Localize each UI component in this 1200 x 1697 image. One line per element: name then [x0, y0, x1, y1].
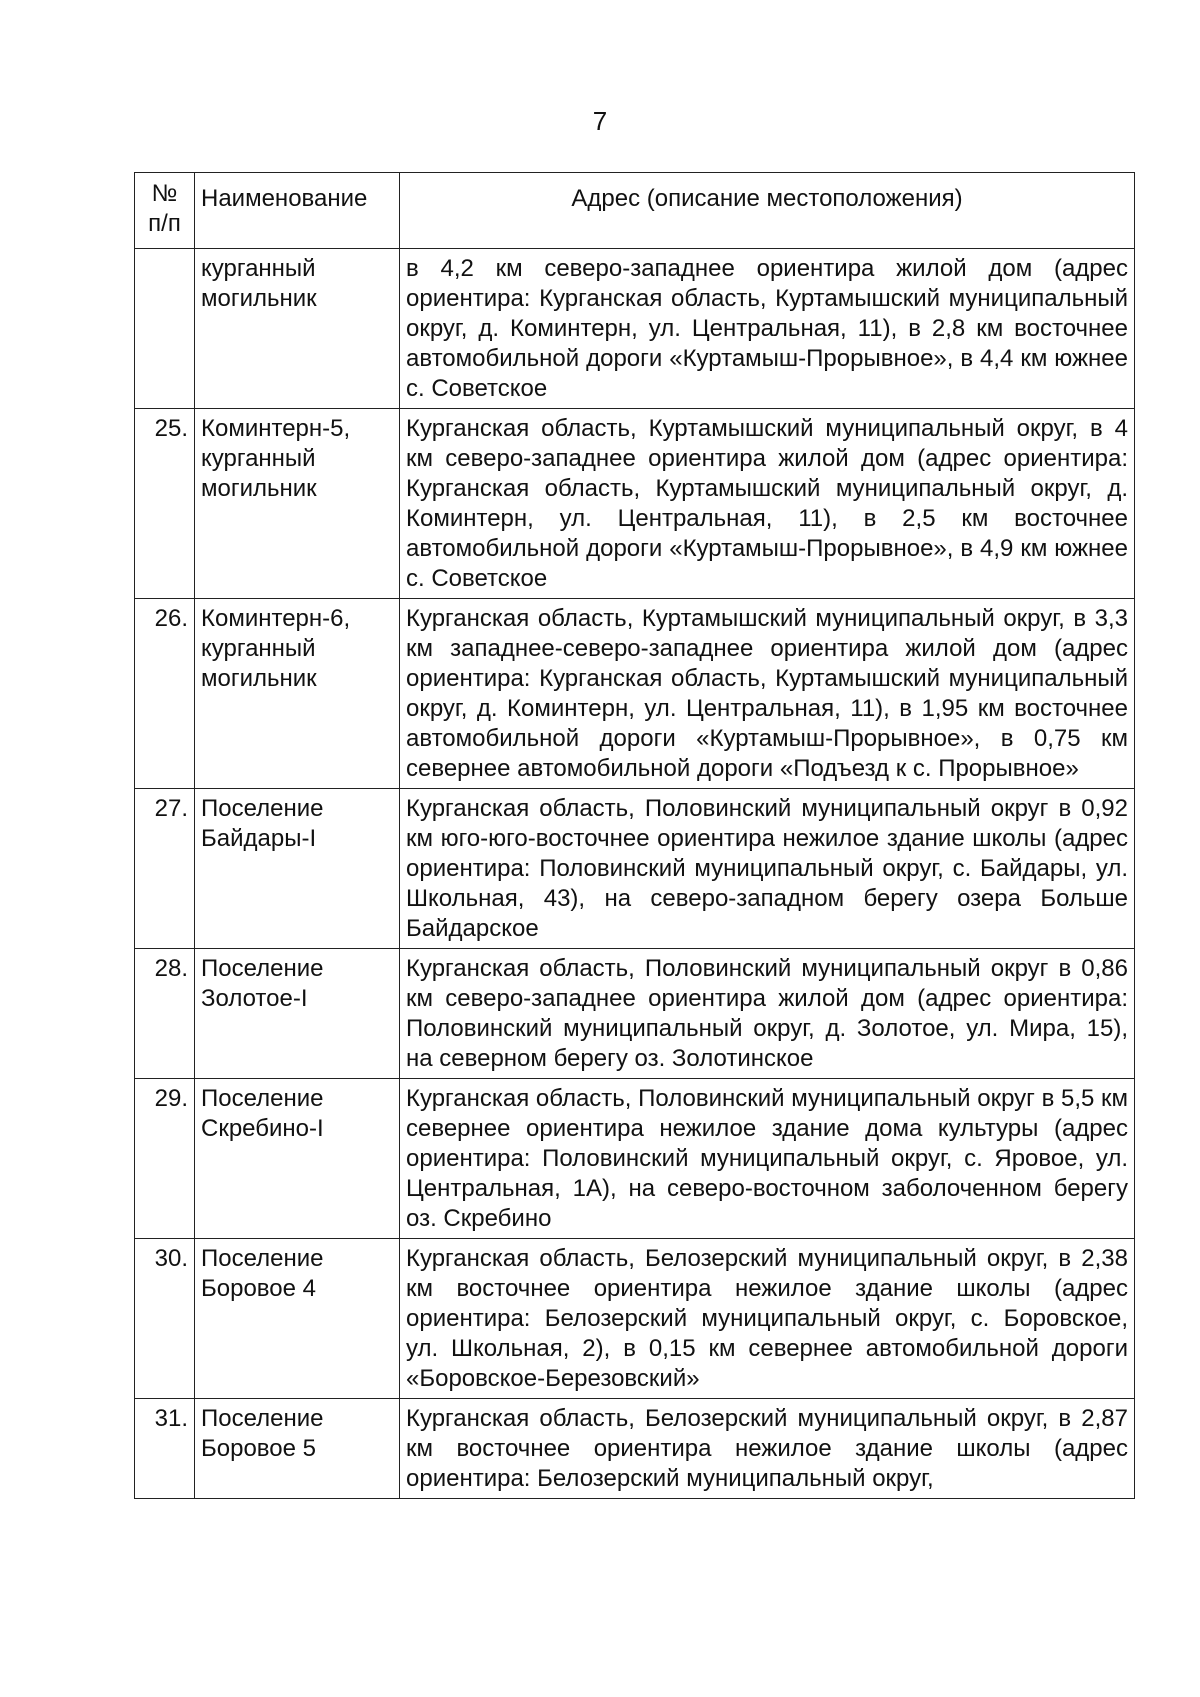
row-address: в 4,2 км северо-западнее ориентира жилой дом (адрес ориентира: Курганская область, Куртамышский муниципальный округ, д. Коминтерн, ул. Центральная, 11), в 2,8 км восточнее автомобильной дороги «Куртамыш-Прорывное», в 4,4 км южнее с. Советское — [400, 249, 1135, 409]
header-row — [135, 173, 1135, 249]
row-address: Курганская область, Куртамышский муниципальный округ, в 4 км северо-западнее ориентира жилой дом (адрес ориентира: Курганская область, Куртамышский муниципальный округ, д. Коминтерн, ул. Центральная, 11), в 2,5 км восточнее автомобильной дороги «Куртамыш-Прорывное», в 4,9 км южнее с. Советское — [400, 409, 1135, 599]
table-row — [135, 409, 1135, 599]
header-number-symbol: № — [151, 180, 178, 207]
row-address: Курганская область, Куртамышский муниципальный округ, в 3,3 км западнее-северо-западнее ориентира жилой дом (адрес ориентира: Курганская область, Куртамышский муниципальный округ, д. Коминтерн, ул. Центральная, 11), в 1,95 км восточнее автомобильной дороги «Куртамыш-Прорывное», в 0,75 км севернее автомобильной дороги «Подъезд к с. Прорывное» — [400, 599, 1135, 789]
row-number: 26. — [135, 599, 195, 789]
row-number — [135, 249, 195, 409]
row-address: Курганская область, Белозерский муниципальный округ, в 2,87 км восточнее ориентира нежилое здание школы (адрес ориентира: Белозерский муниципальный округ, — [400, 1399, 1135, 1499]
header-address: Адрес (описание местоположения) — [400, 173, 1135, 249]
row-name: Поселение Байдары-I — [195, 789, 400, 949]
table-row — [135, 249, 1135, 409]
row-address: Курганская область, Половинский муниципальный округ в 0,92 км юго-юго-восточнее ориентира нежилое здание школы (адрес ориентира: Половинский муниципальный округ, с. Байдары, ул. Школьная, 43), на северо-западном берегу озера Больше Байдарское — [400, 789, 1135, 949]
row-address: Курганская область, Белозерский муниципальный округ, в 2,38 км восточнее ориентира нежилое здание школы (адрес ориентира: Белозерский муниципальный округ, с. Боровское, ул. Школьная, 2), в 0,15 км севернее автомобильной дороги «Боровское-Березовский» — [400, 1239, 1135, 1399]
header-name: Наименование — [195, 173, 400, 249]
row-name: Коминтерн-5, курганный могильник — [195, 409, 400, 599]
row-number: 25. — [135, 409, 195, 599]
row-name: Поселение Скребино-I — [195, 1079, 400, 1239]
row-name: Поселение Боровое 5 — [195, 1399, 400, 1499]
table-row — [135, 1079, 1135, 1239]
row-number: 31. — [135, 1399, 195, 1499]
table-header — [135, 173, 1135, 249]
header-number — [135, 173, 195, 249]
row-address: Курганская область, Половинский муниципальный округ в 0,86 км северо-западнее ориентира жилой дом (адрес ориентира: Половинский муниципальный округ, д. Золотое, ул. Мира, 15), на северном берегу оз. Золотинское — [400, 949, 1135, 1079]
row-name: Поселение Золотое-I — [195, 949, 400, 1079]
table-row — [135, 1239, 1135, 1399]
sites-table — [134, 172, 1135, 1499]
table-row — [135, 1399, 1135, 1499]
row-number: 29. — [135, 1079, 195, 1239]
table-row — [135, 949, 1135, 1079]
table-body — [135, 249, 1135, 1499]
page-number: 7 — [592, 106, 608, 136]
row-address: Курганская область, Половинский муниципальный округ в 5,5 км севернее ориентира нежилое здание дома культуры (адрес ориентира: Половинский муниципальный округ, с. Яровое, ул. Центральная, 1А), на северо-восточном заболоченном берегу оз. Скребино — [400, 1079, 1135, 1239]
row-name: курганный могильник — [195, 249, 400, 409]
row-number: 27. — [135, 789, 195, 949]
row-name: Коминтерн-6, курганный могильник — [195, 599, 400, 789]
header-number-abbrev: п/п — [148, 210, 181, 237]
row-number: 30. — [135, 1239, 195, 1399]
row-number: 28. — [135, 949, 195, 1079]
table-row — [135, 789, 1135, 949]
row-name: Поселение Боровое 4 — [195, 1239, 400, 1399]
table-row — [135, 599, 1135, 789]
